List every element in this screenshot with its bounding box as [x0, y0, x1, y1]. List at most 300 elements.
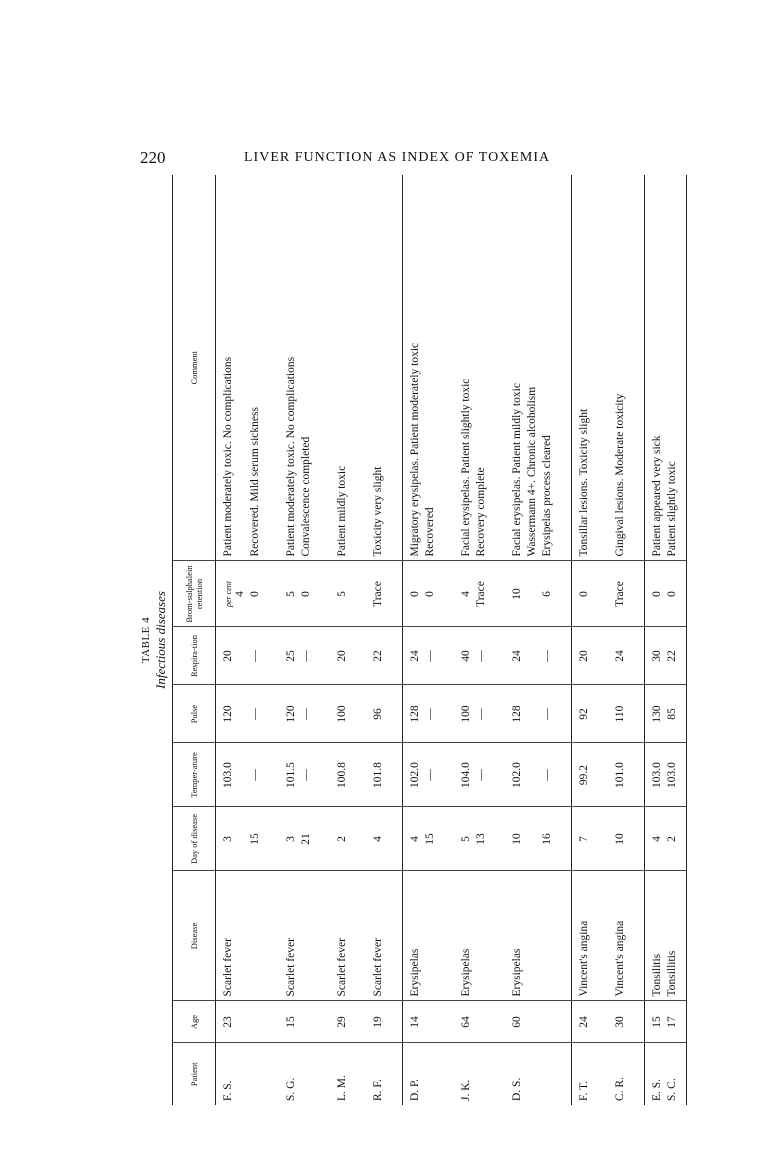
cell-text: 0 [409, 591, 421, 597]
cell-day [454, 807, 474, 871]
cell-comment [216, 175, 249, 561]
cell-day [525, 807, 540, 871]
cell-text: 5 [336, 591, 348, 597]
cell-brom [279, 561, 299, 627]
cell-text: 85 [666, 708, 678, 720]
cell-day [540, 807, 572, 871]
cell-text: Vincent's angina [614, 920, 626, 997]
cell-temp [474, 743, 505, 807]
cell-text: Facial erysipelas. Patient mildly toxic [511, 383, 523, 557]
cell-day [608, 807, 645, 871]
cell-text: D. P. [409, 1078, 421, 1101]
table-row [216, 175, 249, 1105]
cell-text: — [541, 769, 553, 781]
cell-text: 22 [372, 650, 384, 662]
cell-text: Patient appeared very sick [651, 435, 663, 557]
cell-text: Patient slightly toxic [666, 461, 678, 557]
cell-text: 17 [666, 1016, 678, 1028]
cell-text: 15 [651, 1016, 663, 1028]
cell-brom [608, 561, 645, 627]
cell-text: Toxicity very slight [372, 466, 384, 557]
cell-pulse [330, 685, 366, 743]
cell-text: Vincent's angina [578, 920, 590, 997]
cell-age [216, 1001, 249, 1043]
cell-brom [248, 561, 279, 627]
cell-text: 103.0 [651, 762, 663, 788]
cell-text: 100 [336, 705, 348, 723]
cell-comment [540, 175, 572, 561]
table-row [403, 175, 424, 1105]
col-disease: Disease [173, 871, 216, 1001]
cell-pulse [572, 685, 609, 743]
cell-comment [645, 175, 666, 561]
cell-pulse [645, 685, 666, 743]
col-day: Day of disease [173, 807, 216, 871]
cell-text: 101.8 [372, 762, 384, 788]
table-row [540, 175, 572, 1105]
cell-disease [665, 871, 687, 1001]
cell-disease [330, 871, 366, 1001]
cell-comment [366, 175, 403, 561]
cell-temp [216, 743, 249, 807]
cell-comment [454, 175, 474, 561]
cell-resp [645, 627, 666, 685]
table-row [525, 175, 540, 1105]
cell-temp [248, 743, 279, 807]
cell-text: 2 [336, 836, 348, 842]
cell-brom [474, 561, 505, 627]
cell-text: Tonsillitis [666, 950, 678, 997]
cell-temp [505, 743, 525, 807]
cell-text: 128 [511, 705, 523, 723]
cell-patient [608, 1043, 645, 1105]
cell-pulse [505, 685, 525, 743]
cell-text: 25 [285, 650, 297, 662]
cell-comment [505, 175, 525, 561]
cell-text: S. C. [666, 1078, 678, 1101]
table-row [366, 175, 403, 1105]
col-patient: Patient [173, 1043, 216, 1105]
cell-text: J. K. [460, 1079, 472, 1101]
cell-resp [525, 627, 540, 685]
cell-text: 15 [285, 1016, 297, 1028]
cell-text: 5 [460, 836, 472, 842]
cell-text: E. S. [651, 1078, 663, 1101]
cell-disease [454, 871, 474, 1001]
cell-text: — [424, 769, 436, 781]
cell-resp [216, 627, 249, 685]
cell-text: Scarlet fever [372, 938, 384, 997]
cell-text: 0 [300, 591, 312, 597]
cell-text: 20 [336, 650, 348, 662]
cell-age [423, 1001, 454, 1043]
cell-text: Wassermann 4+. Chronic alcoholism [526, 386, 538, 557]
cell-brom [525, 561, 540, 627]
cell-day [474, 807, 505, 871]
cell-text: 19 [372, 1016, 384, 1028]
cell-text: 100 [460, 705, 472, 723]
cell-text: C. R. [614, 1077, 626, 1101]
cell-disease [540, 871, 572, 1001]
cell-comment [248, 175, 279, 561]
cell-patient [423, 1043, 454, 1105]
header-row [173, 175, 216, 1105]
cell-text: Patient moderately toxic. No complications [285, 356, 297, 557]
cell-text: — [541, 650, 553, 662]
cell-text: 15 [424, 833, 436, 845]
cell-text: 4 [460, 591, 472, 597]
cell-text: Migratory erysipelas. Patient moderately toxic [409, 342, 421, 557]
cell-text: L. M. [336, 1075, 348, 1101]
cell-temp [366, 743, 403, 807]
cell-temp [608, 743, 645, 807]
cell-text: Erysipelas process cleared [541, 435, 553, 557]
cell-age [572, 1001, 609, 1043]
table-row [572, 175, 609, 1105]
cell-day [505, 807, 525, 871]
cell-patient [454, 1043, 474, 1105]
cell-patient [330, 1043, 366, 1105]
table-row [299, 175, 330, 1105]
cell-text: — [475, 650, 487, 662]
cell-text: 14 [409, 1016, 421, 1028]
cell-temp [572, 743, 609, 807]
cell-comment [279, 175, 299, 561]
table-row [279, 175, 299, 1105]
cell-day [279, 807, 299, 871]
table-row [248, 175, 279, 1105]
cell-age [279, 1001, 299, 1043]
cell-disease [645, 871, 666, 1001]
cell-text: 110 [614, 705, 626, 723]
cell-text: D. S. [511, 1077, 523, 1101]
cell-pulse [248, 685, 279, 743]
cell-disease [525, 871, 540, 1001]
cell-temp [665, 743, 687, 807]
cell-temp [423, 743, 454, 807]
cell-resp [505, 627, 525, 685]
cell-text: 99.2 [578, 764, 590, 786]
cell-patient [645, 1043, 666, 1105]
cell-age [665, 1001, 687, 1043]
cell-brom [366, 561, 403, 627]
cell-text: — [300, 650, 312, 662]
cell-text: Trace [372, 581, 384, 607]
cell-text: 10 [511, 588, 523, 600]
cell-temp [299, 743, 330, 807]
infectious-diseases-table [172, 175, 687, 1105]
cell-resp [665, 627, 687, 685]
cell-text: 3 [285, 836, 297, 842]
cell-text: 0 [578, 591, 590, 597]
cell-text: 103.0 [222, 762, 234, 788]
cell-text: Facial erysipelas. Patient slightly toxic [460, 378, 472, 557]
cell-text: 2 [666, 836, 678, 842]
table-row [665, 175, 687, 1105]
cell-comment [330, 175, 366, 561]
cell-resp [572, 627, 609, 685]
cell-patient [279, 1043, 299, 1105]
cell-age [525, 1001, 540, 1043]
cell-text: 16 [541, 833, 553, 845]
cell-text: 4 [234, 591, 246, 597]
cell-pulse [665, 685, 687, 743]
col-temperature: Temper-ature [173, 743, 216, 807]
col-age: Age [173, 1001, 216, 1043]
table-row [454, 175, 474, 1105]
table-row [423, 175, 454, 1105]
cell-text: Erysipelas [409, 948, 421, 997]
cell-temp [454, 743, 474, 807]
cell-text: 102.0 [511, 762, 523, 788]
cell-text: 22 [666, 650, 678, 662]
cell-disease [403, 871, 424, 1001]
cell-text: F. T. [578, 1080, 590, 1101]
rotated-table-block [140, 175, 678, 1105]
cell-text: Trace [475, 581, 487, 607]
cell-text: 64 [460, 1016, 472, 1028]
cell-pulse [540, 685, 572, 743]
cell-disease [423, 871, 454, 1001]
cell-resp [423, 627, 454, 685]
cell-disease [474, 871, 505, 1001]
table-row [330, 175, 366, 1105]
cell-text: 130 [651, 705, 663, 723]
cell-resp [248, 627, 279, 685]
cell-brom [423, 561, 454, 627]
cell-disease [248, 871, 279, 1001]
cell-brom [299, 561, 330, 627]
cell-text: 20 [578, 650, 590, 662]
cell-pulse [423, 685, 454, 743]
cell-age [505, 1001, 525, 1043]
cell-text: — [249, 708, 261, 720]
cell-day [330, 807, 366, 871]
cell-text: 5 [285, 591, 297, 597]
cell-day [572, 807, 609, 871]
cell-text: 0 [666, 591, 678, 597]
cell-text: Recovered [424, 507, 436, 557]
cell-text: 0 [651, 591, 663, 597]
cell-patient [540, 1043, 572, 1105]
cell-text: 40 [460, 650, 472, 662]
cell-text: — [475, 708, 487, 720]
cell-age [366, 1001, 403, 1043]
cell-day [366, 807, 403, 871]
cell-age [330, 1001, 366, 1043]
cell-text: Scarlet fever [336, 938, 348, 997]
table-row [608, 175, 645, 1105]
cell-text: Gingival lesions. Moderate toxicity [614, 393, 626, 557]
cell-temp [279, 743, 299, 807]
page-number: 220 [140, 148, 166, 167]
cell-patient [665, 1043, 687, 1105]
cell-temp [403, 743, 424, 807]
cell-resp [330, 627, 366, 685]
cell-pulse [454, 685, 474, 743]
cell-text: 103.0 [666, 762, 678, 788]
cell-patient [216, 1043, 249, 1105]
cell-temp [645, 743, 666, 807]
cell-text: 120 [285, 705, 297, 723]
cell-brom [330, 561, 366, 627]
cell-text: 7 [578, 836, 590, 842]
cell-text: R. F. [372, 1079, 384, 1101]
table-caption [140, 175, 168, 1105]
cell-text: 20 [222, 650, 234, 662]
cell-day [248, 807, 279, 871]
cell-age [540, 1001, 572, 1043]
cell-resp [279, 627, 299, 685]
cell-text: 23 [222, 1016, 234, 1028]
cell-day [665, 807, 687, 871]
cell-text: 128 [409, 705, 421, 723]
cell-temp [525, 743, 540, 807]
cell-pulse [216, 685, 249, 743]
cell-brom [505, 561, 525, 627]
cell-comment [665, 175, 687, 561]
cell-text: Scarlet fever [222, 938, 234, 997]
cell-age [299, 1001, 330, 1043]
cell-text: — [300, 769, 312, 781]
cell-text: — [249, 650, 261, 662]
cell-text: F. S. [222, 1080, 234, 1101]
cell-disease [608, 871, 645, 1001]
cell-resp [299, 627, 330, 685]
cell-text: Patient mildly toxic [336, 465, 348, 557]
cell-patient [299, 1043, 330, 1105]
cell-age [454, 1001, 474, 1043]
cell-pulse [608, 685, 645, 743]
cell-pulse [299, 685, 330, 743]
cell-day [423, 807, 454, 871]
cell-brom [572, 561, 609, 627]
cell-patient [248, 1043, 279, 1105]
cell-text: Scarlet fever [285, 938, 297, 997]
cell-text: 4 [409, 836, 421, 842]
cell-text: Tonsilitis [651, 953, 663, 997]
cell-text: S. G. [285, 1077, 297, 1101]
cell-text: 21 [300, 833, 312, 845]
cell-patient [525, 1043, 540, 1105]
cell-text: Recovered. Mild serum sickness [249, 407, 261, 557]
cell-text: 120 [222, 705, 234, 723]
cell-resp [474, 627, 505, 685]
cell-text: Tonsillar lesions. Toxicity slight [578, 408, 590, 557]
cell-text: Recovery complete [475, 467, 487, 557]
cell-pulse [525, 685, 540, 743]
cell-comment [608, 175, 645, 561]
cell-age [608, 1001, 645, 1043]
cell-age [645, 1001, 666, 1043]
cell-resp [608, 627, 645, 685]
cell-comment [423, 175, 454, 561]
cell-text: 24 [578, 1016, 590, 1028]
cell-text: 13 [475, 833, 487, 845]
cell-brom [216, 561, 249, 627]
cell-brom [454, 561, 474, 627]
cell-text: 24 [409, 650, 421, 662]
cell-disease [279, 871, 299, 1001]
cell-text: 101.0 [614, 762, 626, 788]
cell-text: — [249, 769, 261, 781]
cell-patient [474, 1043, 505, 1105]
cell-patient [572, 1043, 609, 1105]
cell-brom [540, 561, 572, 627]
cell-resp [366, 627, 403, 685]
cell-disease [505, 871, 525, 1001]
cell-day [645, 807, 666, 871]
cell-text: Trace [614, 581, 626, 607]
cell-disease [366, 871, 403, 1001]
units-note: per cent [224, 581, 233, 607]
cell-comment [572, 175, 609, 561]
cell-resp [540, 627, 572, 685]
cell-comment [474, 175, 505, 561]
cell-text: 0 [249, 591, 261, 597]
col-comment: Comment [173, 175, 216, 561]
cell-comment [403, 175, 424, 561]
col-bromsulphalein: Brom-sulphalein retention [173, 561, 216, 627]
cell-resp [454, 627, 474, 685]
cell-age [248, 1001, 279, 1043]
cell-text: 10 [511, 833, 523, 845]
cell-text: 4 [651, 836, 663, 842]
table-row [645, 175, 666, 1105]
cell-disease [216, 871, 249, 1001]
cell-text: 30 [614, 1016, 626, 1028]
cell-text: 60 [511, 1016, 523, 1028]
cell-disease [572, 871, 609, 1001]
cell-text: 102.0 [409, 762, 421, 788]
cell-text: 24 [614, 650, 626, 662]
cell-day [403, 807, 424, 871]
cell-pulse [279, 685, 299, 743]
cell-text: Convalescence completed [300, 436, 312, 557]
cell-day [216, 807, 249, 871]
cell-brom [403, 561, 424, 627]
cell-patient [366, 1043, 403, 1105]
cell-pulse [474, 685, 505, 743]
cell-text: 96 [372, 708, 384, 720]
col-pulse: Pulse [173, 685, 216, 743]
cell-text: 6 [541, 591, 553, 597]
cell-text: 10 [614, 833, 626, 845]
cell-disease [299, 871, 330, 1001]
cell-comment [299, 175, 330, 561]
cell-text: 101.5 [285, 762, 297, 788]
cell-comment [525, 175, 540, 561]
cell-pulse [366, 685, 403, 743]
table-row [474, 175, 505, 1105]
cell-text: 30 [651, 650, 663, 662]
cell-age [474, 1001, 505, 1043]
cell-text: Erysipelas [460, 948, 472, 997]
cell-brom [665, 561, 687, 627]
cell-text: — [300, 708, 312, 720]
cell-day [299, 807, 330, 871]
page-header [140, 148, 660, 174]
running-title: LIVER FUNCTION AS INDEX OF TOXEMIA [244, 150, 551, 165]
cell-text: 104.0 [460, 762, 472, 788]
table-label: TABLE 4 [140, 616, 152, 664]
table-row [505, 175, 525, 1105]
cell-pulse [403, 685, 424, 743]
table-body [216, 175, 687, 1105]
cell-text: — [424, 708, 436, 720]
cell-text: 0 [424, 591, 436, 597]
cell-text: 3 [222, 836, 234, 842]
